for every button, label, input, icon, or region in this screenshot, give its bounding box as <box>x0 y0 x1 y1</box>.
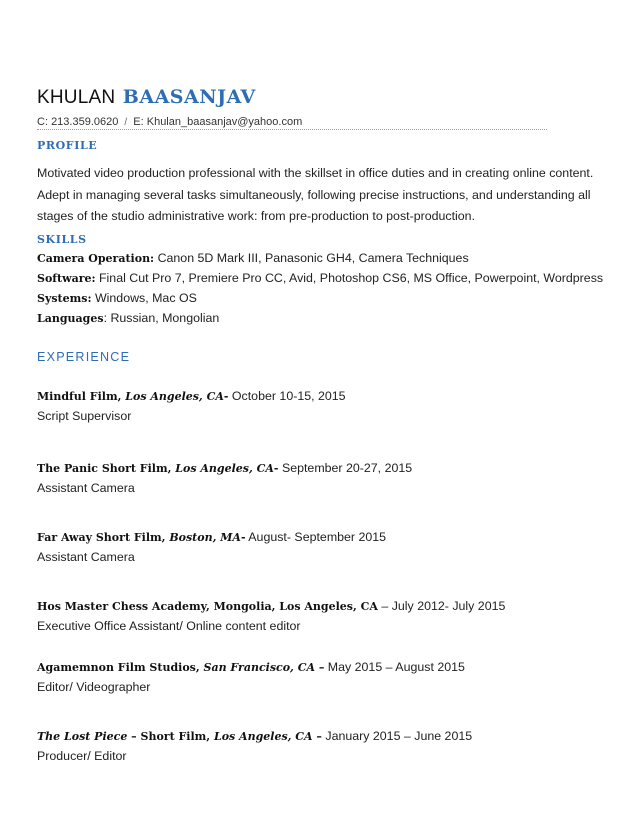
phone-label: C: <box>37 116 48 128</box>
job-dash: – <box>312 730 322 743</box>
contact-line <box>37 116 547 130</box>
job-dash: - <box>223 390 229 403</box>
job-dates: January 2015 – June 2015 <box>321 729 473 743</box>
job-location: Los Angeles, CA <box>213 730 313 743</box>
skill-systems <box>37 291 197 305</box>
contact-separator: / <box>124 117 128 128</box>
profile-text: Motivated video production professional with the skillset in office duties and in creating online content. Adept in managing several tasks simultaneously, following precise instructions, and understanding all stages of the studio administrative work: from pre-production to post-production. <box>37 166 594 223</box>
skills-heading: SKILLS <box>37 233 87 246</box>
skill-value: Final Cut Pro 7, Premiere Pro CC, Avid, Photoshop CS6, MS Office, Powerpoint, Wordpress <box>95 271 604 285</box>
job-header <box>37 530 603 544</box>
job-organization: Agamemnon Film Studios, <box>37 661 204 674</box>
skill-software <box>37 271 603 285</box>
job-header <box>37 461 603 475</box>
job-dates: – July 2012- July 2015 <box>377 599 506 613</box>
job-role: Executive Office Assistant/ Online content editor <box>37 619 301 633</box>
job-organization: – Short Film, <box>127 730 214 743</box>
skill-value: Canon 5D Mark III, Panasonic GH4, Camera Techniques <box>154 251 469 265</box>
job-dates: August- September 2015 <box>245 530 387 544</box>
job-organization: The Panic Short Film, <box>37 462 176 475</box>
job-role: Editor/ Videographer <box>37 680 151 694</box>
job-role: Assistant Camera <box>37 550 135 564</box>
job-role: Assistant Camera <box>37 481 135 495</box>
job-dash: - <box>273 462 279 475</box>
phone-number: 213.359.0620 <box>51 116 119 128</box>
job-organization: Far Away Short Film, <box>37 531 170 544</box>
skill-label: Systems: <box>37 292 92 305</box>
skill-value: : Russian, Mongolian <box>103 311 220 325</box>
job-organization: Hos Master Chess Academy, Mongolia, Los Angeles, CA <box>37 600 378 613</box>
job-role: Producer/ Editor <box>37 749 127 763</box>
job-entry <box>37 729 603 763</box>
job-entry <box>37 660 603 694</box>
job-location: San Francisco, CA <box>203 661 316 674</box>
email-address: Khulan_baasanjav@yahoo.com <box>146 116 303 128</box>
job-entry <box>37 389 603 423</box>
skill-label: Software: <box>37 272 96 285</box>
job-entry <box>37 530 603 564</box>
job-header <box>37 599 603 613</box>
job-location: Boston, MA <box>169 531 241 544</box>
job-header <box>37 729 603 743</box>
skill-languages <box>37 311 219 325</box>
job-dash: - <box>240 531 246 544</box>
job-entry <box>37 461 603 495</box>
job-role: Script Supervisor <box>37 409 132 423</box>
skill-value: Windows, Mac OS <box>91 291 197 305</box>
job-title: The Lost Piece <box>37 730 128 743</box>
job-dates: May 2015 – August 2015 <box>324 660 465 674</box>
skill-camera-operation <box>37 251 469 265</box>
job-entry <box>37 599 603 633</box>
job-dates: October 10-15, 2015 <box>228 389 346 403</box>
last-name: BAASANJAV <box>122 86 256 108</box>
candidate-name <box>37 86 256 109</box>
job-dates: September 20-27, 2015 <box>278 461 413 475</box>
first-name: KHULAN <box>37 87 116 108</box>
experience-heading: EXPERIENCE <box>37 350 131 364</box>
skill-label: Camera Operation: <box>37 252 155 265</box>
profile-heading: PROFILE <box>37 139 98 152</box>
job-location: Los Angeles, CA <box>175 462 274 475</box>
job-header <box>37 389 603 403</box>
job-dash: – <box>315 661 325 674</box>
job-location: Los Angeles, CA <box>125 390 224 403</box>
skill-label: Languages <box>37 312 104 325</box>
email-label: E: <box>133 116 144 128</box>
job-organization: Mindful Film, <box>37 390 126 403</box>
job-header <box>37 660 603 674</box>
